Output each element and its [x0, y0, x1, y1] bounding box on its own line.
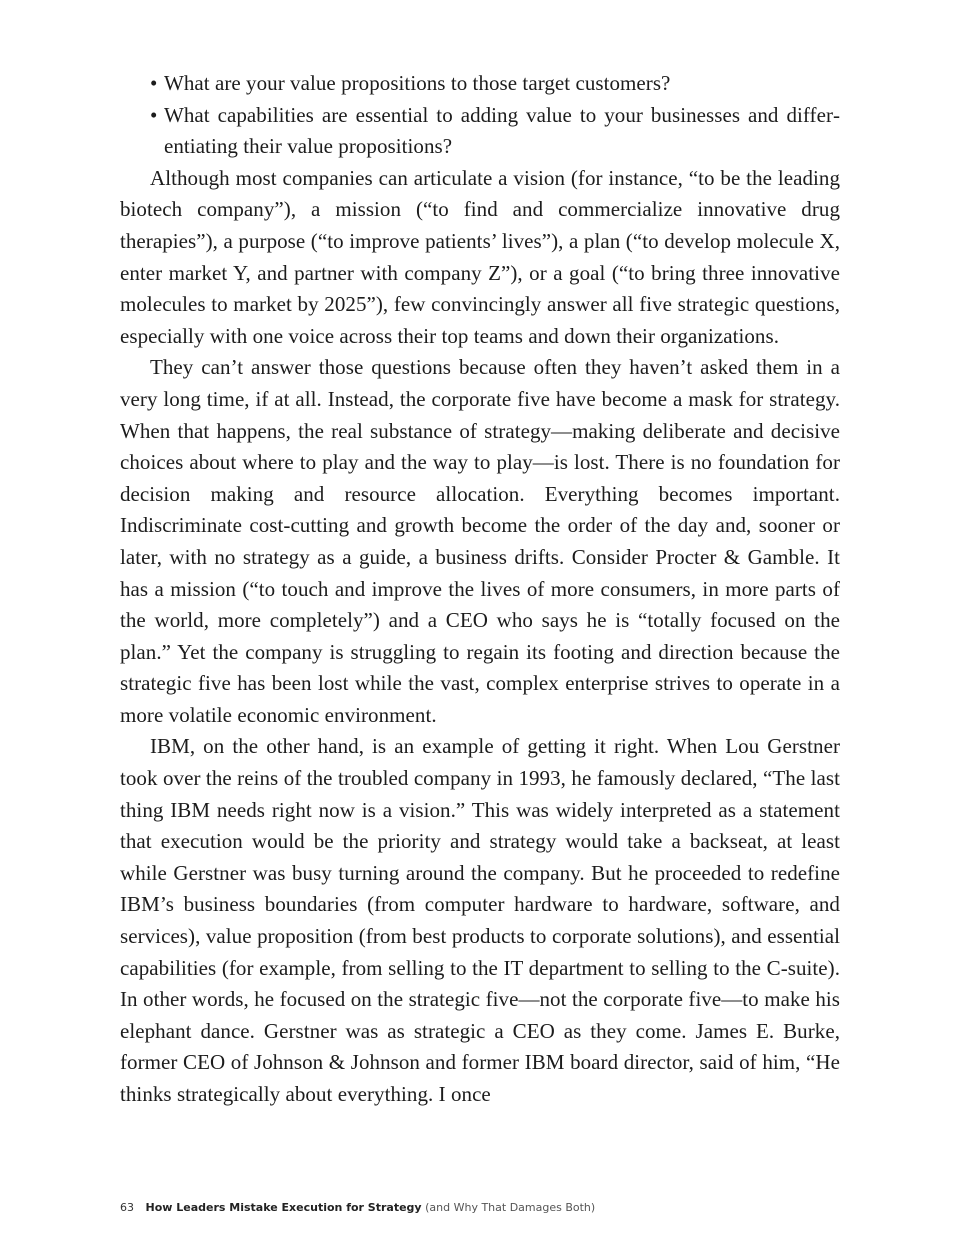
paragraph-mask-for-strategy: They can’t answer those questions because often they haven’t asked them in a very long time, if at all. Instead, the corporate five have become a mask for strategy. When that happens, the real substance of strategy—making deliberate and decisive choices about where to play and the way to play—is lost. There is no foundation for decision making and resource allocation. Everything becomes important. Indiscriminate cost-cutting and growth become the order of the day and, sooner or later, with no strategy as a guide, a business drifts. Consider Procter & Gamble. It has a mission (“to touch and improve the lives of more consumers, in more parts of the world, more completely”) and a CEO who says he is “totally focused on the plan.” Yet the company is struggling to regain its footing and direction because the strategic five has been lost while the vast, complex enterprise strives to operate in a more volatile economic environment.: [120, 355, 840, 727]
list-item-text: What capabilities are essential to adding value to your businesses and differentiating their value propositions?: [164, 102, 840, 159]
running-subtitle: (and Why That Damages Both): [425, 1201, 596, 1214]
paragraph-ibm-example: IBM, on the other hand, is an example of getting it right. When Lou Gerstner took over the reins of the troubled company in 1993, he famously declared, “The last thing IBM needs right now is a vision.” This was widely interpreted as a statement that execution would be the priority and strategy would take a backseat, at least while Gerstner was busy turning around the company. But he proceeded to redefine IBM’s business boundaries (from computer hardware to hardware, software, and services), value proposition (from best products to corporate solutions), and essential capabilities (for example, from selling to the IT department to selling to the C-suite). In other words, he focused on the strategic five—not the corporate five—to make his elephant dance. Gerstner was as strategic a CEO as they come. James E. Burke, former CEO of Johnson & Johnson and former IBM board director, said of him, “He thinks strategically about everything. I once: [120, 734, 840, 1106]
body-text: [120, 68, 840, 1111]
running-title: How Leaders Mistake Execution for Strategy: [145, 1201, 422, 1214]
list-item: [120, 100, 840, 163]
page-number: 63: [120, 1201, 134, 1214]
page-footer: [120, 1200, 840, 1216]
question-list: [120, 68, 840, 163]
list-item: [120, 68, 840, 100]
list-item-text: What are your value propositions to those target customers?: [164, 71, 671, 95]
bullet-icon: •: [150, 71, 158, 95]
bullet-icon: •: [150, 102, 158, 127]
paragraph-corporate-five: Although most companies can articulate a vision (for instance, “to be the leading biotech company”), a mission (“to find and commercialize innovative drug therapies”), a purpose (“to improve patients’ lives”), a plan (“to develop molecule X, enter market Y, and partner with company Z”), or a goal (“to bring three innovative molecules to market by 2025”), few convincingly answer all five strategic questions, especially with one voice across their top teams and down their organizations.: [120, 165, 840, 348]
